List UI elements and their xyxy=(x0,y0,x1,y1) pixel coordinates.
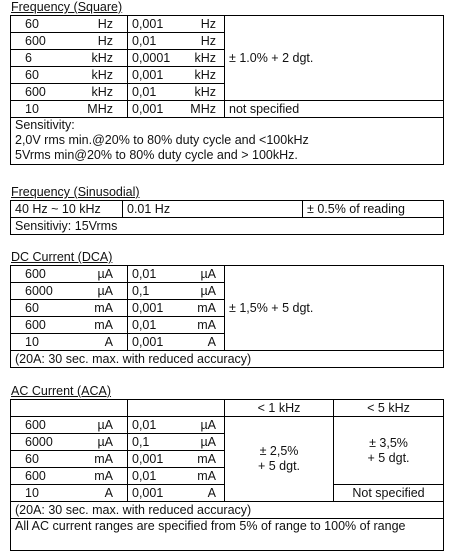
range-value: 60 xyxy=(25,16,39,31)
ac-current-table xyxy=(10,399,444,551)
note-row xyxy=(11,502,444,519)
range-value: 600 xyxy=(25,417,46,432)
range-unit: µA xyxy=(97,417,113,432)
range-value: 10 xyxy=(25,101,39,116)
table-row xyxy=(11,266,444,283)
accuracy-5khz-cell xyxy=(334,417,444,485)
footer-row xyxy=(11,519,444,551)
range-unit: Hz xyxy=(97,33,113,48)
resolution-unit: µA xyxy=(200,417,216,432)
range-value: 60 xyxy=(25,67,39,82)
range-unit: mA xyxy=(94,451,113,466)
freq-sine-table xyxy=(10,200,444,235)
table-row xyxy=(11,16,444,33)
range-unit: Hz xyxy=(97,16,113,31)
range-value: 60 xyxy=(25,451,39,466)
resolution-value: 0,001 xyxy=(132,300,164,315)
range-value: 6 xyxy=(25,50,32,65)
resolution-unit: kHz xyxy=(194,50,216,65)
resolution-value: 0,001 xyxy=(132,485,164,500)
range-unit: A xyxy=(104,334,113,349)
range-value: 10 xyxy=(25,334,39,349)
resolution-value: 0,0001 xyxy=(132,50,171,65)
accuracy-cell: ± 1.0% + 2 dgt. xyxy=(225,16,444,101)
header-lt-5khz: < 5 kHz xyxy=(334,400,444,417)
resolution-value: 0,001 xyxy=(132,451,164,466)
note-text: (20A: 30 sec. max. with reduced accuracy) xyxy=(11,351,444,368)
resolution-value: 0,01 xyxy=(132,266,157,281)
range-value: 6000 xyxy=(25,434,53,449)
resolution-unit: mA xyxy=(197,468,216,483)
range-value: 10 xyxy=(25,485,39,500)
sensitivity-row xyxy=(11,218,444,235)
resolution-unit: MHz xyxy=(190,101,216,116)
range-unit: mA xyxy=(94,317,113,332)
resolution-value: 0,001 xyxy=(132,334,164,349)
note-row xyxy=(11,351,444,368)
resolution-value: 0,1 xyxy=(132,283,150,298)
dc-current-table xyxy=(10,265,444,368)
accuracy-cell: ± 1,5% + 5 dgt. xyxy=(225,266,444,351)
sensitivity-line: Sensitiviy: 15Vrms xyxy=(11,218,444,235)
range-value: 600 xyxy=(25,84,46,99)
range-unit: µA xyxy=(97,434,113,449)
range-unit: kHz xyxy=(91,50,113,65)
sensitivity-line: 2,0V rms min.@20% to 80% duty cycle and <100kHz xyxy=(15,133,309,147)
note-text: (20A: 30 sec. max. with reduced accuracy) xyxy=(11,502,444,519)
resolution-value: 0,1 xyxy=(132,434,150,449)
resolution-value: 0,001 xyxy=(132,101,164,116)
resolution-value: 0,01 xyxy=(132,84,157,99)
accuracy-line: + 5 dgt. xyxy=(367,450,410,465)
accuracy-line: ± 2,5% xyxy=(259,444,299,458)
table-row xyxy=(11,101,444,118)
sensitivity-row xyxy=(11,118,444,165)
footer-text: All AC current ranges are specified from 5% of range to 100% of range xyxy=(11,519,444,551)
accuracy-line: + 5 dgt. xyxy=(257,459,301,473)
range-value: 600 xyxy=(25,468,46,483)
resolution-unit: A xyxy=(207,334,216,349)
resolution-unit: A xyxy=(207,485,216,500)
resolution-unit: kHz xyxy=(194,84,216,99)
range-value: 6000 xyxy=(25,283,53,298)
resolution-unit: mA xyxy=(197,317,216,332)
accuracy-line: ± 3,5% xyxy=(369,435,408,450)
resolution-unit: µA xyxy=(200,434,216,449)
resolution-unit: Hz xyxy=(200,16,216,31)
resolution-unit: µA xyxy=(200,283,216,298)
accuracy-1khz-cell xyxy=(225,417,334,502)
freq-sine-title: Frequency (Sinusodial) xyxy=(11,185,140,199)
accuracy-cell: ± 0.5% of reading xyxy=(303,201,444,218)
header-lt-1khz: < 1 kHz xyxy=(225,400,334,417)
range-cell: 40 Hz ~ 10 kHz xyxy=(11,201,123,218)
range-unit: µA xyxy=(97,266,113,281)
dc-current-title: DC Current (DCA) xyxy=(11,250,113,264)
resolution-unit: mA xyxy=(197,300,216,315)
range-unit: mA xyxy=(94,468,113,483)
range-unit: kHz xyxy=(91,84,113,99)
resolution-value: 0,01 xyxy=(132,317,157,332)
table-header-row xyxy=(11,400,444,417)
freq-square-title: Frequency (Square) xyxy=(11,0,123,14)
resolution-value: 0,01 xyxy=(132,417,157,432)
accuracy-not-specified: not specified xyxy=(225,101,444,118)
range-value: 600 xyxy=(25,317,46,332)
resolution-unit: kHz xyxy=(194,67,216,82)
resolution-value: 0,01 xyxy=(132,33,157,48)
table-row xyxy=(11,417,444,434)
resolution-cell: 0.01 Hz xyxy=(123,201,303,218)
freq-square-table xyxy=(10,15,444,165)
table-row xyxy=(11,201,444,218)
range-unit: µA xyxy=(97,283,113,298)
resolution-value: 0,001 xyxy=(132,16,164,31)
accuracy-not-specified: Not specified xyxy=(334,485,444,502)
resolution-unit: µA xyxy=(200,266,216,281)
range-unit: MHz xyxy=(87,101,113,116)
ac-current-title: AC Current (ACA) xyxy=(11,384,112,398)
sensitivity-label: Sensitivity: xyxy=(15,118,75,132)
range-value: 60 xyxy=(25,300,39,315)
range-value: 600 xyxy=(25,33,46,48)
range-value: 600 xyxy=(25,266,46,281)
range-unit: A xyxy=(104,485,113,500)
resolution-unit: mA xyxy=(197,451,216,466)
resolution-value: 0,01 xyxy=(132,468,157,483)
range-unit: kHz xyxy=(91,67,113,82)
range-unit: mA xyxy=(94,300,113,315)
resolution-value: 0,001 xyxy=(132,67,164,82)
resolution-unit: Hz xyxy=(200,33,216,48)
sensitivity-line: 5Vrms min@20% to 80% duty cycle and > 100kHz. xyxy=(15,148,298,162)
